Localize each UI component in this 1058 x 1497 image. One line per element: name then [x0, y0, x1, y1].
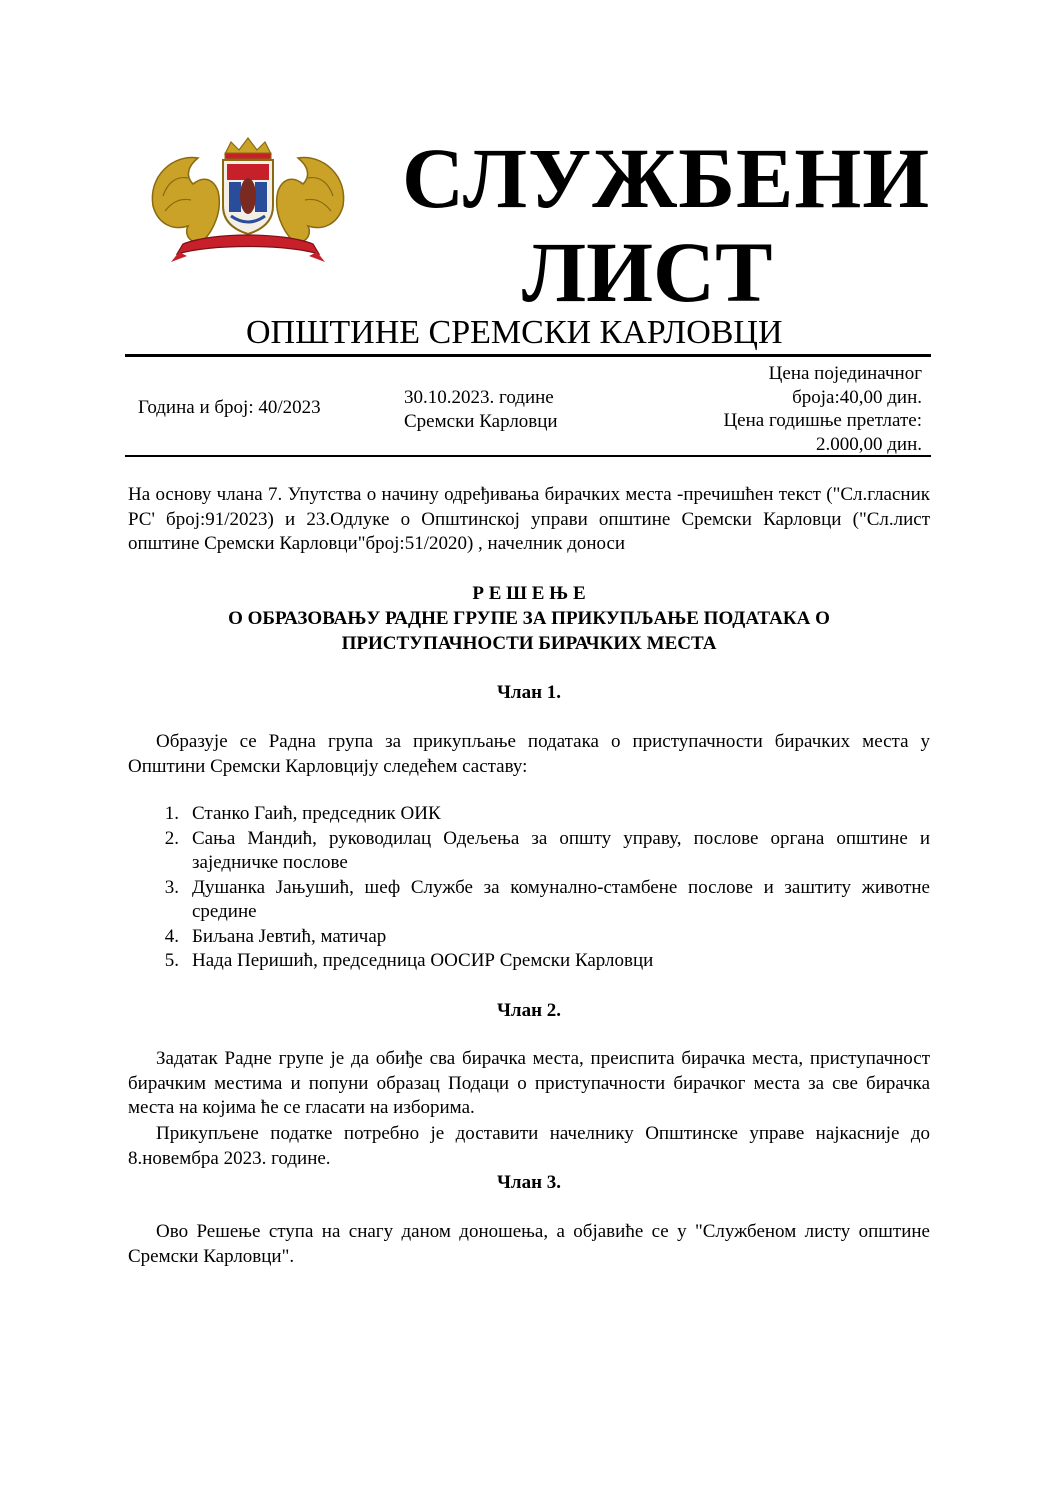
masthead-subtitle: ОПШТИНЕ СРЕМСКИ КАРЛОВЦИ: [246, 314, 783, 351]
issue-date: 30.10.2023. године: [404, 387, 554, 408]
decision-word: Р Е Ш Е Њ Е: [472, 583, 586, 604]
masthead-title-line1: СЛУЖБЕНИ: [402, 130, 931, 226]
article-1-intro: Образује се Радна група за прикупљање података о приступачности бирачких места у Општини Сремски Карловцију следећем саставу:: [128, 731, 930, 777]
article-2-paragraph-1: Задатак Радне групе је да обиђе сва бирачка места, преиспита бирачка места, приступачност бирачким местима и попуни образац Подаци о приступачности бирачког места за све бирачка места на којима ће се гласати на изборима.: [128, 1048, 930, 1118]
list-item-number: 4.: [164, 925, 179, 947]
decision-heading: [128, 581, 930, 656]
list-item-text: Станко Гаић, председник ОИК: [192, 803, 441, 824]
price-line: 2.000,00 дин.: [815, 433, 922, 455]
list-item-text: Биљана Јевтић, матичар: [192, 925, 387, 947]
header-rule-top: [125, 354, 931, 357]
article-2-paragraph-2: Прикупљене податке потребно је доставити начелнику Општинске управе најкасније до 8.новембра 2023. године.: [128, 1123, 930, 1169]
list-item: [128, 876, 930, 925]
price-line: броја:40,00 дин.: [792, 386, 922, 408]
preamble-paragraph: На основу члана 7. Упутства о начину одређивања бирачких места -пречишћен текст ("Сл.гласник РС' број:91/2023) и 23.Одлуке о Општинској управи општине Сремски Карловци ("Сл.лист општине Сремски Карловци"број:51/2020) , начелник доноси: [128, 484, 930, 554]
article-2-heading: Члан 2.: [496, 1000, 562, 1021]
header-rule-bottom: [125, 455, 931, 457]
municipal-coat-of-arms-icon: [143, 136, 353, 268]
article-1-heading: Члан 1.: [496, 682, 562, 703]
list-item-text: Сања Мандић, руководилац Одељења за општу управу, послове органа општине и заједничке послове: [192, 827, 930, 873]
price-line: Цена годишње претлате:: [723, 410, 922, 431]
issue-date-block: [404, 386, 558, 434]
list-item: [128, 925, 930, 950]
list-item-text: Душанка Јањушић, шеф Службе за комунално-стамбене послове и заштиту животне средине: [192, 876, 930, 922]
masthead-title-line2: ЛИСТ: [522, 224, 773, 320]
list-item: [128, 802, 930, 827]
list-item-number: 5.: [164, 950, 179, 971]
price-block: [723, 362, 922, 456]
issue-number: Година и број: 40/2023: [138, 397, 321, 418]
price-line: Цена појединачног: [768, 363, 922, 384]
list-item-number: 2.: [164, 827, 179, 849]
list-item-number: 1.: [164, 803, 179, 824]
list-item: [128, 949, 930, 974]
decision-title-line2: ПРИСТУПАЧНОСТИ БИРАЧКИХ МЕСТА: [341, 633, 717, 654]
list-item-text: Нада Перишић, председница ООСИР Сремски Карловци: [192, 950, 654, 971]
article-3-paragraph: Ово Решење ступа на снагу даном доношења, а објавиће се у "Службеном листу општине Сремски Карловци".: [128, 1221, 930, 1267]
list-item: [128, 827, 930, 876]
decision-title-line1: О ОБРАЗОВАЊУ РАДНЕ ГРУПЕ ЗА ПРИКУПЉАЊЕ ПОДАТАКА О: [228, 608, 830, 629]
article-3-heading: Члан 3.: [496, 1172, 562, 1193]
issue-place: Сремски Карловци: [404, 411, 558, 432]
list-item-number: 3.: [164, 876, 179, 898]
member-list: [128, 802, 930, 974]
